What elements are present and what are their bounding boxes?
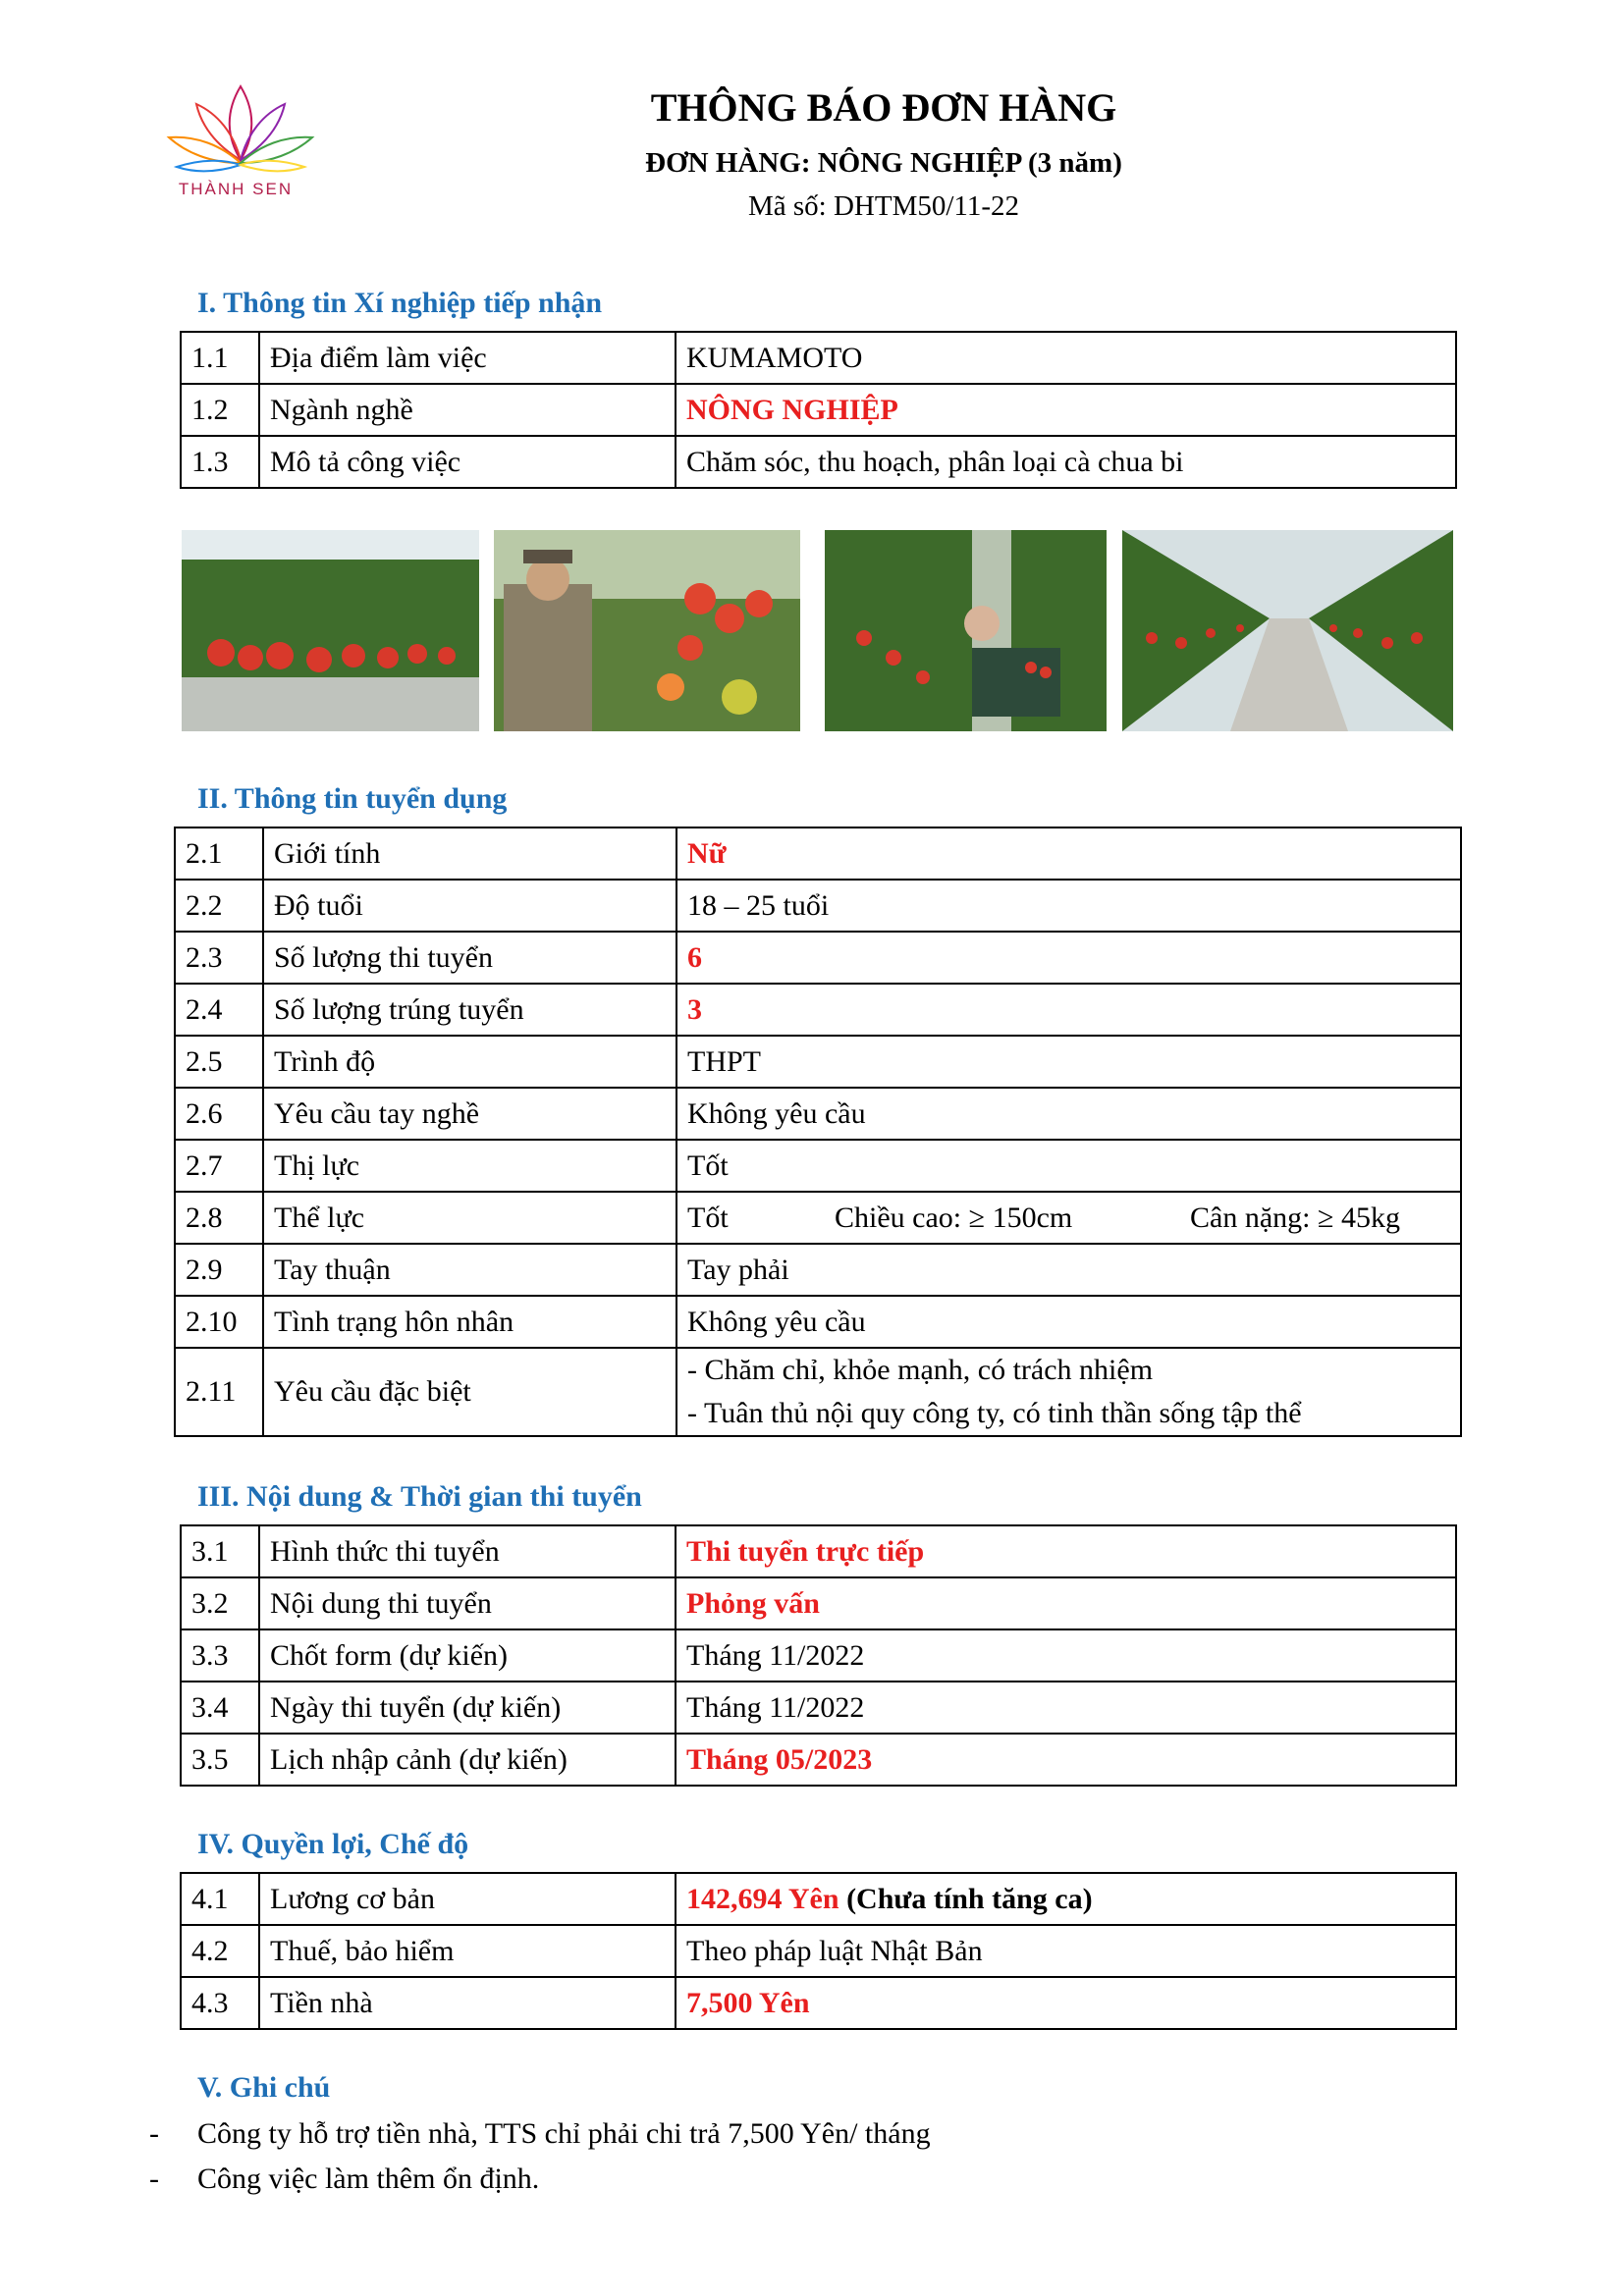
tomato-photo-2 [494,530,800,731]
row-label: Lịch nhập cảnh (dự kiến) [259,1734,676,1786]
row-value [676,1348,1461,1436]
row-value: Tốt [676,1140,1461,1192]
section-2-table [174,827,1462,1437]
table-row [181,332,1456,384]
row-number: 1.1 [181,332,259,384]
row-value: Tay phải [676,1244,1461,1296]
table-row [175,1088,1461,1140]
row-value: 3 [676,984,1461,1036]
section-3-table [180,1524,1457,1787]
row-number: 3.4 [181,1682,259,1734]
row-value: Thi tuyển trực tiếp [676,1525,1456,1577]
row-value: Không yêu cầu [676,1296,1461,1348]
row-value: KUMAMOTO [676,332,1456,384]
row-value: 7,500 Yên [676,1977,1456,2029]
row-label: Địa điểm làm việc [259,332,676,384]
row-number: 1.2 [181,384,259,436]
table-row [175,932,1461,984]
table-row [181,1682,1456,1734]
row-label: Tay thuận [263,1244,676,1296]
row-number: 3.5 [181,1734,259,1786]
order-subtitle: ĐƠN HÀNG: NÔNG NGHIỆP (3 năm) [645,147,1122,179]
row-number: 3.1 [181,1525,259,1577]
row-label: Giới tính [263,828,676,880]
note-item: Công ty hỗ trợ tiền nhà, TTS chỉ phải chi trả 7,500 Yên/ tháng [197,2117,931,2150]
table-row [175,984,1461,1036]
row-label: Thể lực [263,1192,676,1244]
special-requirement-1: - Chăm chỉ, khỏe mạnh, có trách nhiệm [687,1354,1154,1386]
row-label: Lương cơ bản [259,1873,676,1925]
row-label: Yêu cầu đặc biệt [263,1348,676,1436]
height-requirement: Chiều cao: ≥ 150cm [835,1201,1073,1234]
row-number: 2.1 [175,828,263,880]
section-4-table [180,1872,1457,2030]
row-value: 18 – 25 tuổi [676,880,1461,932]
fitness-value: Tốt [687,1201,729,1234]
salary-note: (Chưa tính tăng ca) [846,1882,1093,1915]
row-label: Thuế, bảo hiểm [259,1925,676,1977]
row-label: Ngày thi tuyển (dự kiến) [259,1682,676,1734]
row-label: Nội dung thi tuyển [259,1577,676,1629]
row-value: 6 [676,932,1461,984]
row-label: Tiền nhà [259,1977,676,2029]
table-row [175,1140,1461,1192]
row-label: Trình độ [263,1036,676,1088]
row-label: Mô tả công việc [259,436,676,488]
section-1-heading: I. Thông tin Xí nghiệp tiếp nhận [197,287,603,319]
order-code: Mã số: DHTM50/11-22 [747,190,1020,222]
row-value: Tháng 05/2023 [676,1734,1456,1786]
row-label: Hình thức thi tuyển [259,1525,676,1577]
row-value: Không yêu cầu [676,1088,1461,1140]
table-row [181,436,1456,488]
logo-text: THÀNH SEN [178,180,294,198]
table-row [181,1873,1456,1925]
row-number: 4.3 [181,1977,259,2029]
row-number: 2.5 [175,1036,263,1088]
table-row [181,384,1456,436]
row-number: 2.7 [175,1140,263,1192]
row-label: Chốt form (dự kiến) [259,1629,676,1682]
section-4-heading: IV. Quyền lợi, Chế độ [197,1828,469,1860]
row-number: 2.6 [175,1088,263,1140]
row-label: Số lượng trúng tuyển [263,984,676,1036]
table-row [181,1525,1456,1577]
row-label: Yêu cầu tay nghề [263,1088,676,1140]
row-label: Ngành nghề [259,384,676,436]
table-row [181,1977,1456,2029]
row-label: Thị lực [263,1140,676,1192]
row-value: Tháng 11/2022 [676,1629,1456,1682]
row-value: THPT [676,1036,1461,1088]
note-item: Công việc làm thêm ổn định. [197,2163,540,2195]
row-number: 2.4 [175,984,263,1036]
weight-requirement: Cân nặng: ≥ 45kg [1190,1201,1400,1234]
table-row [175,1192,1461,1244]
tomato-photo-4 [1122,530,1453,731]
row-number: 2.2 [175,880,263,932]
row-label: Tình trạng hôn nhân [263,1296,676,1348]
section-3-heading: III. Nội dung & Thời gian thi tuyển [197,1480,642,1513]
row-number: 3.3 [181,1629,259,1682]
table-row [175,1348,1461,1436]
section-1-table [180,331,1457,489]
bullet: - [149,2163,159,2195]
table-row [181,1577,1456,1629]
section-5-heading: V. Ghi chú [197,2071,331,2104]
row-number: 1.3 [181,436,259,488]
table-row [175,828,1461,880]
row-value [676,1192,1461,1244]
special-requirement-2: - Tuân thủ nội quy công ty, có tinh thần sống tập thể [687,1397,1302,1429]
row-value: Nữ [676,828,1461,880]
row-value: Chăm sóc, thu hoạch, phân loại cà chua bi [676,436,1456,488]
salary-value: 142,694 Yên [686,1882,839,1915]
tomato-photo-3 [825,530,1107,731]
bullet: - [149,2117,159,2150]
row-value: NÔNG NGHIỆP [676,384,1456,436]
section-2-heading: II. Thông tin tuyển dụng [197,782,508,815]
row-value: Tháng 11/2022 [676,1682,1456,1734]
page-title: THÔNG BÁO ĐƠN HÀNG [650,85,1117,130]
table-row [181,1629,1456,1682]
row-number: 4.1 [181,1873,259,1925]
row-value [676,1873,1456,1925]
table-row [175,1036,1461,1088]
table-row [181,1925,1456,1977]
row-number: 2.9 [175,1244,263,1296]
row-value: Theo pháp luật Nhật Bản [676,1925,1456,1977]
tomato-photo-1 [182,530,479,731]
row-number: 2.3 [175,932,263,984]
row-number: 2.10 [175,1296,263,1348]
row-number: 2.11 [175,1348,263,1436]
row-label: Độ tuổi [263,880,676,932]
row-number: 4.2 [181,1925,259,1977]
table-row [175,1244,1461,1296]
row-label: Số lượng thi tuyển [263,932,676,984]
row-number: 2.8 [175,1192,263,1244]
row-number: 3.2 [181,1577,259,1629]
table-row [181,1734,1456,1786]
row-value: Phỏng vấn [676,1577,1456,1629]
table-row [175,880,1461,932]
table-row [175,1296,1461,1348]
